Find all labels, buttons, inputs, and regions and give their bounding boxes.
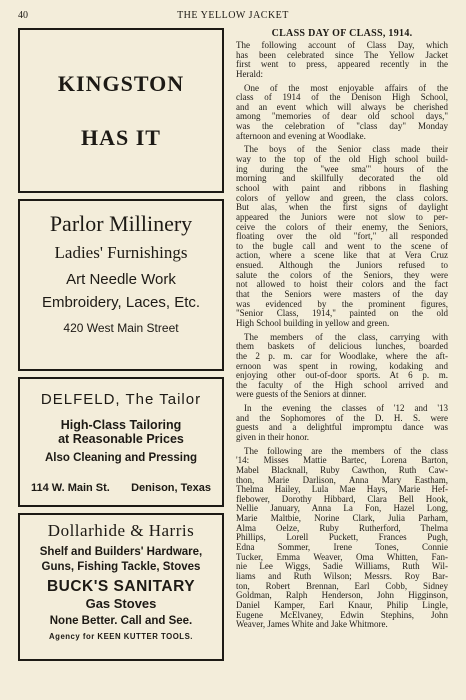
- article-line: flebower, Dorothy Hibbard, Clara Bell Hook,: [236, 494, 448, 504]
- article-line: But alas, when the first signs of daylight: [236, 203, 448, 213]
- article-line: The following account of Class Day, which: [236, 41, 448, 50]
- delfeld-tailor-ad: [18, 377, 224, 507]
- article-line: to the bugle call and went to the scene of: [236, 241, 448, 251]
- article-line: afternoon and evening at Woodlake.: [236, 131, 366, 141]
- article-line: nie Lee Wiggs, Sadie Williams, Ruth Wil-: [236, 562, 448, 572]
- article-line: ing during the "wee sma'" hours of the: [236, 164, 448, 174]
- dollarhide-ad-line4: Gas Stoves: [85, 596, 157, 611]
- parlor-ad-line3: Art Needle Work: [66, 271, 176, 288]
- article-line: Goldman, Ralph Henderson, John Higginson,: [236, 591, 448, 601]
- article-line: them baskets of delicious lunches, boarded: [236, 342, 448, 352]
- article-line: was the celebration of "class day" Monday: [236, 122, 448, 132]
- article-line: The members of the class, carrying with: [244, 332, 448, 342]
- dollarhide-ad-line5: None Better. Call and See.: [49, 615, 193, 627]
- article-line: liams and Ruth Wilson; Messrs. Roy Bar-: [236, 571, 448, 581]
- dollarhide-ad-line3: BUCK'S SANITARY: [46, 578, 196, 595]
- delfeld-ad-line1: High-Class Tailoring: [60, 418, 182, 432]
- running-title: THE YELLOW JACKET: [177, 10, 289, 21]
- article-line: the faculty of the High school arrived and: [236, 380, 448, 390]
- parlor-ad-title: Parlor Millinery: [49, 211, 193, 236]
- delfeld-ad-address: 114 W. Main St.: [31, 482, 110, 494]
- dollarhide-ad-agency: Agency for KEEN KUTTER TOOLS.: [49, 632, 193, 641]
- article-line: and the Sophomores of the D. H. S. were: [236, 413, 448, 423]
- article-line: Nellie January, Anna La Fon, Hazel Long,: [236, 504, 448, 514]
- article-line: Herald:: [236, 69, 263, 79]
- article-line: guests and a delightful impromptu dance was: [236, 423, 448, 433]
- kingston-ad-line2: HAS IT: [81, 124, 161, 150]
- article-line: Daniel Kamper, Earl Knaur, Philip Lingle,: [236, 600, 448, 610]
- article-line: appeared the Juniors were not slow to per-: [236, 212, 448, 222]
- article-line: Alma Oelze, Ruby Rutherford, Thelma: [236, 523, 448, 533]
- article-line: first went to press, appeared recently in the: [236, 60, 448, 70]
- article-line: Phillips, Lorell Puckett, Frances Pugh,: [236, 533, 448, 543]
- parlor-ad-line2: Ladies' Furnishings: [54, 243, 188, 262]
- article-line: High School building in yellow and green.: [236, 318, 390, 328]
- article-line: were guests of the Seniors at dinner.: [236, 390, 367, 400]
- article-line: was evidenced by the prominent figures,: [236, 299, 448, 309]
- delfeld-ad-address-row: [31, 482, 211, 494]
- article-line: action, where a scene like that at Vera Cruz: [236, 251, 448, 261]
- article-line: ernoon was spent in rowing, kodaking and: [236, 361, 448, 371]
- article-line: not allowed to hoist their colors and the fact: [236, 280, 448, 290]
- article-line: the 2 p. m. car for Woodlake, where the aft-: [236, 351, 448, 361]
- article-line: Weaver, James White and Jake Whitmore.: [236, 620, 388, 630]
- dollarhide-ad-line2: Guns, Fishing Tackle, Stoves: [41, 561, 201, 573]
- article-line: colors of yellow and green, the class colors.: [236, 193, 448, 203]
- article-line: school with paint and ribbons in flashing: [236, 183, 448, 193]
- article-line: Edna Sommer, Irene Tones, Connie: [236, 543, 448, 553]
- kingston-ad: [18, 28, 224, 193]
- article-line: way to the top of the old High school build-: [236, 155, 448, 165]
- article-line: Marie Maltbie, Norine Clark, Julia Parham,: [236, 514, 448, 524]
- article-line: thon, Marie Darlison, Anna Mary Eastham,: [236, 475, 448, 485]
- dollarhide-ad-line1: Shelf and Builders' Hardware,: [39, 546, 203, 558]
- article-line: has been celebrated since The Yellow Jacket: [236, 50, 448, 60]
- article-line: The boys of the Senior class made their: [244, 145, 448, 155]
- article-line: The following are the members of the class: [244, 446, 448, 456]
- article-line: salute the colors of the Seniors, they were: [236, 270, 448, 280]
- delfeld-ad-line3: Also Cleaning and Pressing: [44, 452, 198, 464]
- delfeld-ad-line2: at Reasonable Prices: [58, 432, 184, 446]
- article-line: In the evening the classes of '12 and '13: [244, 404, 448, 414]
- article-line: Mabel Blacknall, Ruby Cawthon, Ruth Caw-: [236, 465, 448, 475]
- article-line: given in their honor.: [236, 432, 309, 442]
- article-line: "Senior Class, 1914," painted on the old: [236, 309, 448, 319]
- article-line: Eugene McElvaney, Edwin Stephins, John: [236, 610, 448, 620]
- article-line: floating over the old "fort," all responded: [236, 232, 448, 242]
- article-body: [236, 41, 448, 630]
- article-line: among "memories of dear old school days,": [236, 112, 448, 122]
- article-line: '14: Misses Mattie Bartec, Lorena Barton,: [236, 456, 448, 466]
- article-line: Tucker, Emma Weaver, Oma Whitten, Fan-: [236, 552, 448, 562]
- article-line: morning and skillfully decorated the old: [236, 174, 448, 184]
- article-line: enjoying other out-of-door sports. At 6 p. m.: [236, 371, 448, 381]
- article-line: ceive the colors of their enemy, the Seniors,: [236, 222, 448, 232]
- article-line: Thelma Hailey, Lula Mae Hays, Marie Hef-: [236, 485, 448, 495]
- parlor-ad-line4: Embroidery, Laces, Etc.: [41, 294, 201, 311]
- parlor-ad-address: 420 West Main Street: [63, 321, 179, 335]
- kingston-ad-line1: KINGSTON: [57, 70, 185, 96]
- article-line: One of the most enjoyable affairs of the: [244, 83, 448, 93]
- article-line: class of 1914 of the Denison High School,: [236, 93, 448, 103]
- article-line: and an event which will always be cherished: [236, 102, 448, 112]
- dollarhide-ad-title: Dollarhide & Harris: [47, 521, 195, 540]
- page-header: [18, 10, 448, 24]
- article-line: ton, Robert Brennan, Earl Cobb, Sidney: [236, 581, 448, 591]
- article-line: that the Seniors were masters of the day: [236, 290, 448, 300]
- delfeld-ad-city: Denison, Texas: [131, 482, 211, 494]
- delfeld-ad-title: DELFELD, The Tailor: [40, 391, 202, 408]
- class-day-article: [236, 28, 448, 630]
- page-number: 40: [18, 10, 28, 21]
- parlor-millinery-ad: [18, 199, 224, 371]
- dollarhide-harris-ad: [18, 513, 224, 661]
- article-line: ensued. Although the Juniors refused to: [236, 261, 448, 271]
- article-title: CLASS DAY OF CLASS, 1914.: [271, 28, 413, 39]
